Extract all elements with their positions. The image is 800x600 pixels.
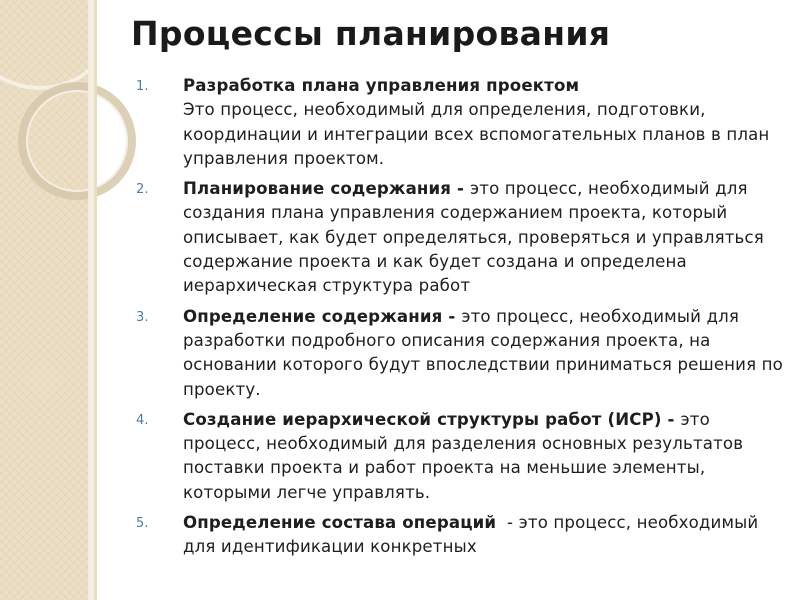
list-item [130, 74, 790, 171]
item-title: Определение содержания - [183, 306, 462, 326]
list-number: 1. [136, 79, 149, 94]
item-text: Это процесс, необходимый для определения, подготовки, координации и интеграции всех вспомогательных планов в план управления проектом. [183, 100, 770, 168]
item-title: Разработка плана управления проектом [183, 76, 580, 95]
list-number: 5. [136, 516, 149, 532]
list-number: 2. [136, 182, 149, 198]
item-title: Определение состава операций [183, 513, 497, 533]
decorative-ring-icon [0, 0, 120, 90]
list-number: 4. [136, 412, 149, 428]
list-item [130, 177, 790, 298]
process-list [130, 74, 790, 560]
list-item [130, 511, 790, 560]
item-text: это процесс, необходимый для разработки подробного описания содержания проекта, на основании которого будут впоследствии приниматься решения по проекту. [183, 306, 783, 399]
decorative-divider [94, 0, 97, 600]
list-item [130, 408, 790, 505]
list-item [130, 305, 790, 402]
list-number: 3. [136, 309, 149, 325]
decorative-sidebar [0, 0, 88, 600]
item-title: Планирование содержания - [183, 179, 470, 199]
item-title: Создание иерархической структуры работ (ИСР) - [183, 409, 681, 429]
item-text: это процесс, необходимый для создания плана управления содержанием проекта, который описывает, как будет определяться, проверяться и управляться содержание проекта и как будет создана и определена иерархическая структура работ [183, 179, 764, 296]
item-text: это процесс, необходимый для разделения основных результатов поставки проекта и работ проекта на меньшие элементы, которыми легче управлять. [183, 409, 744, 502]
slide-title: Процессы планирования [131, 14, 611, 53]
item-text: это процесс, необходимый для идентификации конкретных [183, 513, 759, 557]
decorative-ring-icon [26, 90, 128, 192]
item-separator: - [496, 513, 519, 533]
